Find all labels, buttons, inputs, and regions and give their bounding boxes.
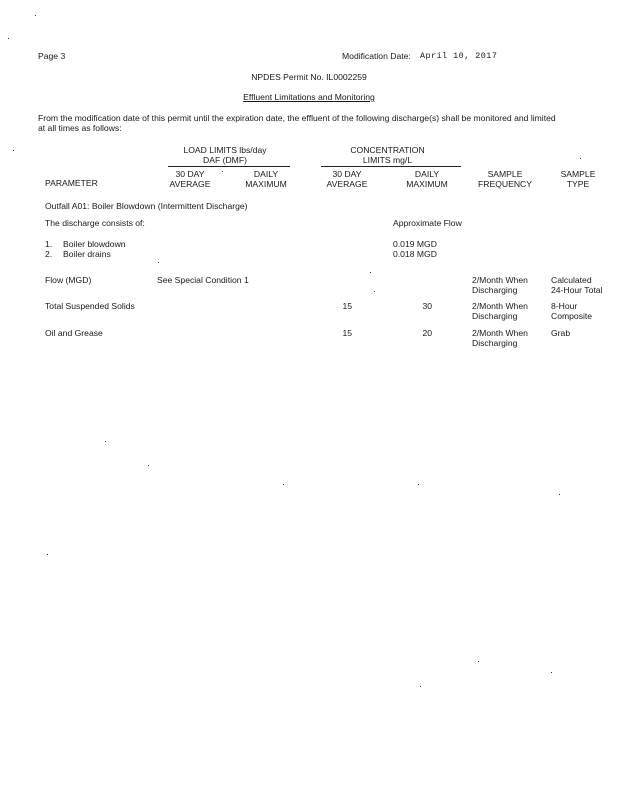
sample-frequency-subheader: FREQUENCY <box>478 179 532 189</box>
intro-line-2: at all times as follows: <box>38 123 122 133</box>
outfall-item-flow: 0.019 MGD <box>393 239 437 249</box>
row-30day-average: 15 <box>342 328 352 338</box>
scan-speck <box>580 158 581 159</box>
row-sample-type: Calculated <box>551 275 592 285</box>
scan-speck <box>559 494 560 495</box>
row-daily-maximum: 30 <box>422 301 432 311</box>
scan-speck <box>148 465 149 466</box>
row-parameter: Oil and Grease <box>45 328 103 338</box>
section-title: Effluent Limitations and Monitoring <box>243 92 375 102</box>
row-30day-average: 15 <box>342 301 352 311</box>
scan-speck <box>222 171 223 172</box>
modification-date-value: April 10, 2017 <box>420 51 498 61</box>
scan-speck <box>158 262 159 263</box>
row-frequency-line2: Discharging <box>472 285 518 295</box>
row-frequency-line2: Discharging <box>472 311 518 321</box>
conc-daily-subheader: MAXIMUM <box>406 179 448 189</box>
conc-30day-subheader: AVERAGE <box>326 179 368 189</box>
row-parameter: Total Suspended Solids <box>45 301 135 311</box>
scan-speck <box>13 150 14 151</box>
row-sample-type-line2: 24-Hour Total <box>551 285 603 295</box>
load-limits-rule <box>168 166 290 167</box>
row-daily-maximum: 20 <box>422 328 432 338</box>
row-sample-type: 8-Hour <box>551 301 578 311</box>
row-sample-type-line2: Composite <box>551 311 593 321</box>
row-parameter: Flow (MGD) <box>45 275 92 285</box>
scan-speck <box>551 672 552 673</box>
scan-speck <box>105 441 106 442</box>
modification-date-label: Modification Date: <box>342 51 411 61</box>
row-frequency-line2: Discharging <box>472 338 518 348</box>
row-frequency: 2/Month When <box>472 275 528 285</box>
row-frequency: 2/Month When <box>472 301 528 311</box>
intro-line-1: From the modification date of this permit until the expiration date, the effluent of the following discharge(s) shall be monitored and limited <box>38 113 556 123</box>
conc-daily-header: DAILY <box>414 169 440 179</box>
row-sample-type: Grab <box>551 328 571 338</box>
parameter-header: PARAMETER <box>45 178 98 188</box>
outfall-item-name: Boiler blowdown <box>63 239 126 249</box>
scan-speck <box>374 291 375 292</box>
outfall-title: Outfall A01: Boiler Blowdown (Intermittent Discharge) <box>45 201 248 211</box>
scan-speck <box>478 661 479 662</box>
scan-speck <box>47 554 48 555</box>
sample-type-subheader: TYPE <box>566 179 590 189</box>
load-30day-subheader: AVERAGE <box>169 179 211 189</box>
scan-speck <box>283 484 284 485</box>
concentration-subheader: LIMITS mg/L <box>362 155 413 165</box>
concentration-rule <box>321 166 461 167</box>
outfall-item-number: 2. <box>45 249 53 259</box>
discharge-consists: The discharge consists of: <box>45 218 145 228</box>
scan-speck <box>35 15 36 16</box>
load-30day-header: 30 DAY <box>175 169 205 179</box>
scan-speck <box>418 484 419 485</box>
load-daily-header: DAILY <box>253 169 279 179</box>
approximate-flow-header: Approximate Flow <box>393 218 462 228</box>
sample-type-header: SAMPLE <box>560 169 596 179</box>
sample-frequency-header: SAMPLE <box>487 169 523 179</box>
load-limits-subheader: DAF (DMF) <box>203 155 247 165</box>
row-frequency: 2/Month When <box>472 328 528 338</box>
load-limits-header: LOAD LIMITS lbs/day <box>183 145 267 155</box>
concentration-header: CONCENTRATION <box>350 145 425 155</box>
conc-30day-header: 30 DAY <box>332 169 362 179</box>
scan-speck <box>420 686 421 687</box>
scan-speck <box>370 272 371 273</box>
outfall-item-name: Boiler drains <box>63 249 111 259</box>
load-daily-subheader: MAXIMUM <box>245 179 287 189</box>
page-number: Page 3 <box>38 51 66 61</box>
outfall-item-flow: 0.018 MGD <box>393 249 437 259</box>
row-note: See Special Condition 1 <box>157 275 249 285</box>
scan-speck <box>8 38 9 39</box>
outfall-item-number: 1. <box>45 239 53 249</box>
permit-number: NPDES Permit No. IL0002259 <box>251 72 367 82</box>
